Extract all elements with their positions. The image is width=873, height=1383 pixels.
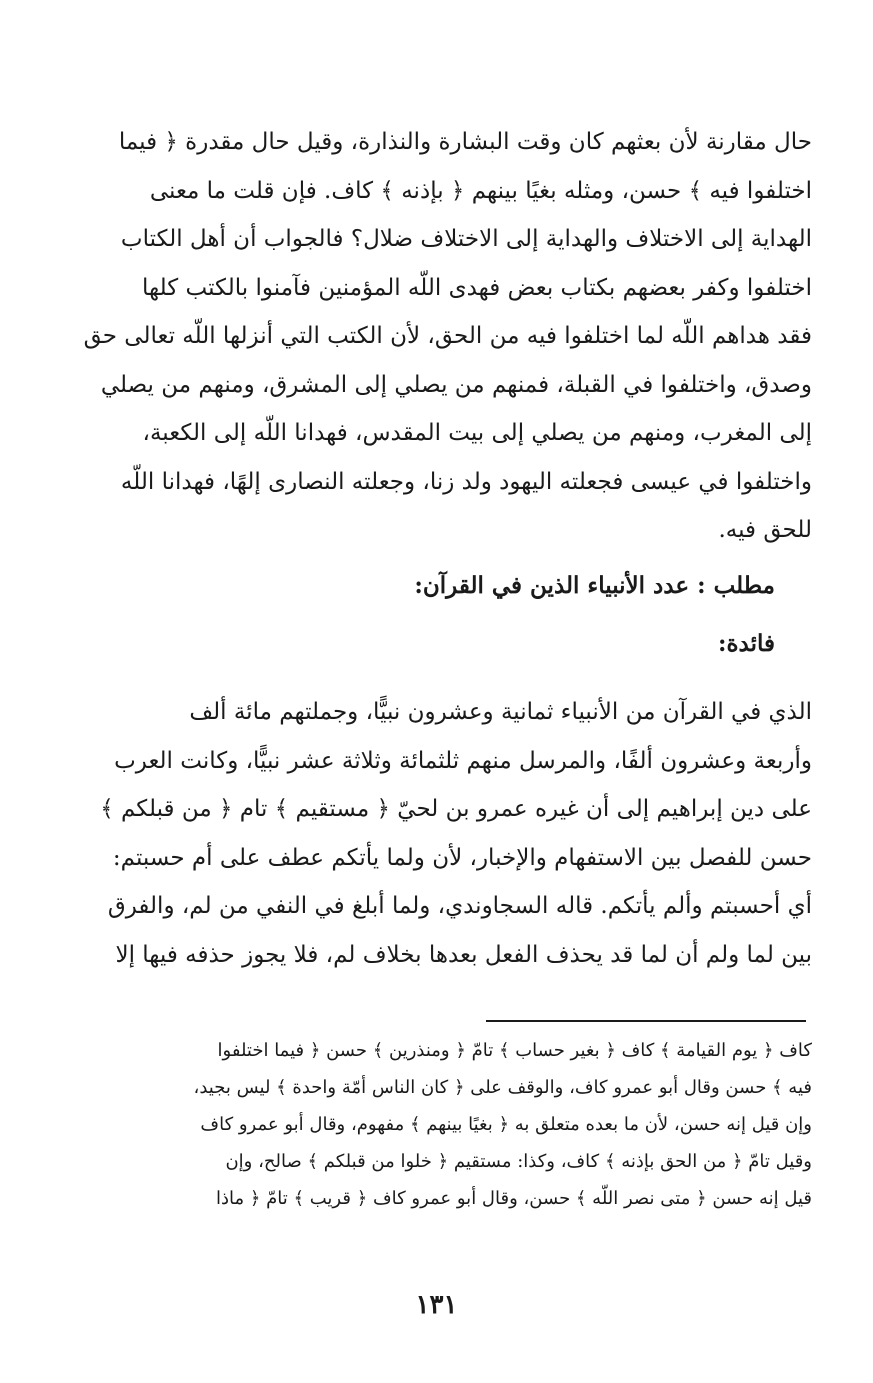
text-line: حسن للفصل بين الاستفهام والإخبار، لأن ولما يأتكم عطف على أم حسبتم: xyxy=(112,844,812,871)
text-line: وأربعة وعشرون ألفًا، والمرسل منهم ثلثمائة وثلاثة عشر نبيًّا، وكانت العرب xyxy=(114,747,812,774)
text-line: فقد هداهم اللّه لما اختلفوا فيه من الحق، لأن الكتب التي أنزلها اللّه تعالى حق xyxy=(83,323,812,349)
footnote-line: قيل إنه حسن ﴿ متى نصر اللّه ﴾ حسن، وقال أبو عمرو كاف ﴿ قريب ﴾ تامّ ﴿ ماذا xyxy=(215,1188,812,1209)
text-line: حال مقارنة لأن بعثهم كان وقت البشارة والنذارة، وقيل حال مقدرة ﴿ فيما xyxy=(118,129,812,155)
footnote-line: كاف ﴿ يوم القيامة ﴾ كاف ﴿ بغير حساب ﴾ تامّ ﴿ ومنذرين ﴾ حسن ﴿ فيما اختلفوا xyxy=(217,1040,812,1061)
footnote-line: فيه ﴾ حسن وقال أبو عمرو كاف، والوقف على ﴿ كان الناس أمّة واحدة ﴾ ليس بجيد، xyxy=(193,1077,812,1098)
faida-paragraph xyxy=(72,688,812,979)
text-line: بين لما ولم أن لما قد يحذف الفعل بعدها بخلاف لم، فلا يجوز حذفه فيها إلا xyxy=(115,941,812,968)
text-line: الذي في القرآن من الأنبياء ثمانية وعشرون نبيًّا، وجملتهم مائة ألف xyxy=(189,699,812,725)
section-heading-matlab: مطلب : عدد الأنبياء الذين في القرآن: xyxy=(414,572,775,599)
footnote-line: وإن قيل إنه حسن، لأن ما بعده متعلق به ﴿ بغيًا بينهم ﴾ مفهوم، وقال أبو عمرو كاف xyxy=(200,1114,812,1135)
text-line: الهداية إلى الاختلاف والهداية إلى الاختلاف ضلال؟ فالجواب أن أهل الكتاب xyxy=(120,226,812,252)
section-heading-faida: فائدة: xyxy=(717,630,775,657)
text-line: اختلفوا وكفر بعضهم بكتاب بعض فهدى اللّه المؤمنين فآمنوا بالكتب كلها xyxy=(142,274,812,301)
text-line: إلى المغرب، ومنهم من يصلي إلى بيت المقدس، فهدانا اللّه إلى الكعبة، xyxy=(142,420,812,446)
main-paragraph xyxy=(72,118,812,555)
footnote-line: وقيل تامّ ﴿ من الحق بإذنه ﴾ كاف، وكذا: مستقيم ﴿ خلوا من قبلكم ﴾ صالح، وإن xyxy=(225,1151,812,1172)
text-line: على دين إبراهيم إلى أن غيره عمرو بن لحيّ ﴿ مستقيم ﴾ تام ﴿ من قبلكم ﴾ xyxy=(100,796,812,822)
text-line: وصدق، واختلفوا في القبلة، فمنهم من يصلي إلى المشرق، ومنهم من يصلي xyxy=(100,371,812,398)
footnotes xyxy=(72,1032,812,1217)
text-line: للحق فيه. xyxy=(718,517,812,543)
text-line: واختلفوا في عيسى فجعلته اليهود ولد زنا، وجعلته النصارى إلهًا، فهدانا اللّه xyxy=(120,468,812,495)
text-line: أي أحسبتم وألم يأتكم. قاله السجاوندي، ولما أبلغ في النفي من لم، والفرق xyxy=(107,893,812,919)
text-line: اختلفوا فيه ﴾ حسن، ومثله بغيًا بينهم ﴿ بإذنه ﴾ كاف. فإن قلت ما معنى xyxy=(149,177,812,204)
footnote-divider xyxy=(486,1020,806,1022)
page-number: ١٣١ xyxy=(415,1290,458,1320)
